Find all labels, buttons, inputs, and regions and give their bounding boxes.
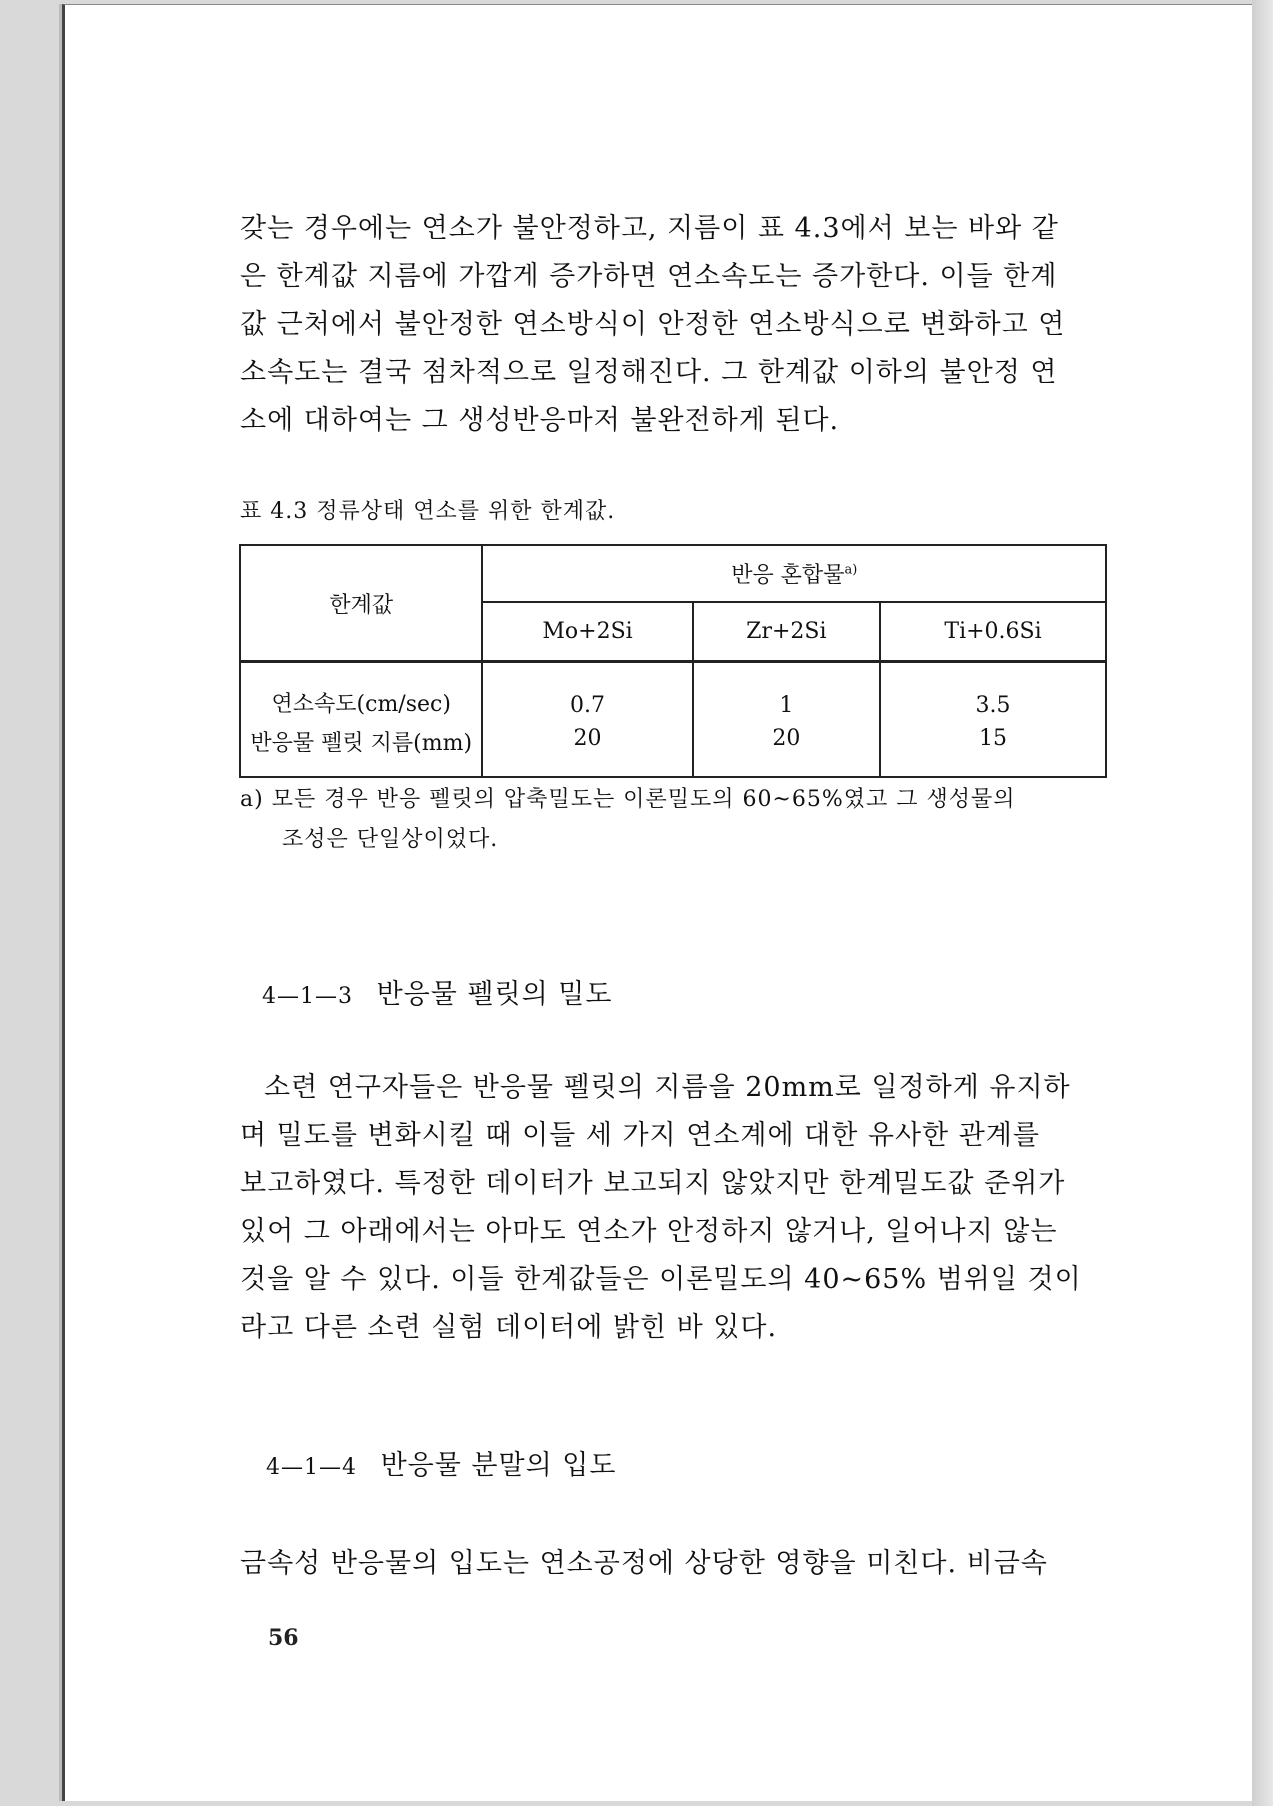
section-number: 4—1—4 <box>266 1455 357 1480</box>
footnote-line: 조성은 단일상이었다. <box>282 827 499 852</box>
paragraph-1 <box>240 205 1106 445</box>
text-line: 소련 연구자들은 반응물 펠릿의 지름을 20mm로 일정하게 유지하 <box>264 1072 1071 1103</box>
text-line: 갖는 경우에는 연소가 불안정하고, 지름이 표 4.3에서 보는 바와 같 <box>240 213 1059 244</box>
column-header: Mo+2Si <box>482 602 692 662</box>
paragraph-3 <box>240 1540 1106 1588</box>
table-footnote <box>240 780 1106 860</box>
text-line: 있어 그 아래에서는 아마도 연소가 안정하지 않거나, 일어나지 않는 <box>240 1216 1058 1247</box>
section-heading-4-1-4 <box>266 1443 1132 1482</box>
text-line: 보고하였다. 특정한 데이터가 보고되지 않았지만 한계밀도값 준위가 <box>240 1168 1066 1199</box>
section-title: 반응물 분말의 입도 <box>380 1450 617 1481</box>
text-line: 소속도는 결국 점차적으로 일정해진다. 그 한계값 이하의 불안정 연 <box>240 357 1058 388</box>
section-title: 반응물 펠릿의 밀도 <box>376 979 613 1010</box>
table-cell: 20 <box>482 722 692 777</box>
text-line: 것을 알 수 있다. 이들 한계값들은 이론밀도의 40~65% 범위일 것이 <box>240 1264 1082 1295</box>
group-header: 반응 혼합물$^{a)}$ <box>482 545 1106 602</box>
section-number: 4—1—3 <box>262 984 353 1009</box>
footnote-marker: a) <box>844 562 858 578</box>
table-row <box>240 662 1106 723</box>
corner-header: 한계값 <box>240 545 482 662</box>
text-line: 은 한계값 지름에 가깝게 증가하면 연소속도는 증가한다. 이들 한계 <box>240 261 1058 292</box>
text-line: 금속성 반응물의 입도는 연소공정에 상당한 영향을 미친다. 비금속 <box>240 1548 1048 1579</box>
text-line: 값 근처에서 불안정한 연소방식이 안정한 연소방식으로 변화하고 연 <box>240 309 1066 340</box>
section-heading-4-1-3 <box>262 972 1128 1011</box>
row-label: 반응물 펠릿 지름(mm) <box>240 722 482 777</box>
text-line: 며 밀도를 변화시킬 때 이들 세 가지 연소계에 대한 유사한 관계를 <box>240 1120 1040 1151</box>
page-edge-shadow <box>1252 0 1273 1806</box>
column-header: Zr+2Si <box>693 602 880 662</box>
table-row <box>240 722 1106 777</box>
paragraph-2 <box>240 1064 1106 1352</box>
table-caption: 표 4.3 정류상태 연소를 위한 한계값. <box>240 499 616 524</box>
column-header: Ti+0.6Si <box>880 602 1106 662</box>
table-cell: 3.5 <box>880 662 1106 723</box>
text-line: 소에 대하여는 그 생성반응마저 불완전하게 된다. <box>240 405 840 436</box>
footnote-line: a) 모든 경우 반응 펠릿의 압축밀도는 이론밀도의 60~65%였고 그 생성물의 <box>240 787 1016 812</box>
row-label: 연소속도(cm/sec) <box>240 662 482 723</box>
table-cell: 0.7 <box>482 662 692 723</box>
table-cell: 20 <box>693 722 880 777</box>
table-cell: 15 <box>880 722 1106 777</box>
text-line: 라고 다른 소련 실험 데이터에 밝힌 바 있다. <box>240 1312 778 1343</box>
page-number: 56 <box>268 1625 299 1651</box>
table-cell: 1 <box>693 662 880 723</box>
threshold-table <box>239 544 1107 764</box>
